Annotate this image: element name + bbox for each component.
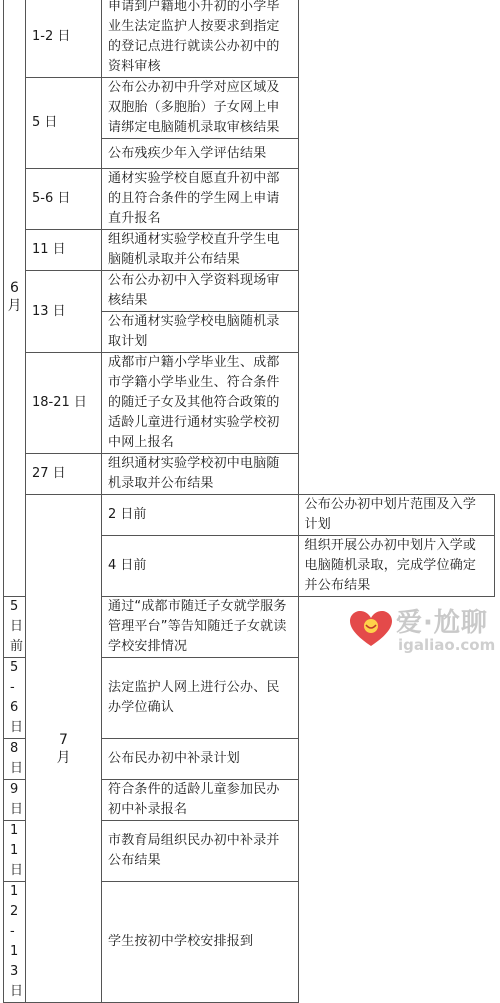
date-cell: 5 日前: [4, 597, 26, 658]
schedule-table-body: [4, 0, 495, 1003]
date-cell: 18-21 日: [26, 353, 102, 454]
event-cell: 组织通材实验学校初中电脑随机录取并公布结果: [102, 454, 299, 495]
event-cell: 公布通材实验学校电脑随机录取计划: [102, 312, 299, 353]
month-label-june: 6 月: [7, 279, 22, 314]
event-cell: 通材实验学校自愿直升初中部的且符合条件的学生网上申请直升报名: [102, 169, 299, 230]
month-cell-july: [26, 495, 102, 1003]
event-cell: 公布民办初中补录计划: [102, 739, 299, 780]
date-cell: 13 日: [26, 271, 102, 353]
date-cell: 2 日前: [102, 495, 299, 536]
date-cell: 5 日: [26, 78, 102, 169]
watermark-url-text: igaliao.com: [398, 636, 496, 654]
date-cell: 8 日: [4, 739, 26, 780]
date-cell: 9 日: [4, 780, 26, 821]
event-cell: 学生按初中学校安排报到: [102, 882, 299, 1003]
event-cell: 符合条件的适龄儿童参加民办初中补录报名: [102, 780, 299, 821]
event-cell: 组织通材实验学校直升学生电脑随机录取并公布结果: [102, 230, 299, 271]
date-cell: 12-13 日: [4, 882, 26, 1003]
event-cell: 成都市户籍小学毕业生、成都市学籍小学毕业生、符合条件的随迁子女及其他符合政策的适龄儿童进行通材实验学校初中网上报名: [102, 353, 299, 454]
date-cell: 27 日: [26, 454, 102, 495]
date-cell: 5-6 日: [4, 658, 26, 739]
event-cell: 组织开展公办初中划片入学或电脑随机录取，完成学位确定并公布结果: [298, 536, 495, 597]
event-cell: 通过“成都市随迁子女就学服务管理平台”等告知随迁子女就读学校安排情况: [102, 597, 299, 658]
event-cell: 公布公办初中入学资料现场审核结果: [102, 271, 299, 312]
event-cell: 申请到户籍地小升初的小学毕业生法定监护人按要求到指定的登记点进行就读公办初中的资料审核: [102, 0, 299, 78]
watermark-cn-text: 爱·尬聊: [396, 608, 488, 638]
date-cell: 11 日: [4, 821, 26, 882]
event-cell: 公布公办初中划片范围及入学计划: [298, 495, 495, 536]
event-cell: 法定监护人网上进行公办、民办学位确认: [102, 658, 299, 739]
date-cell: 1-2 日: [26, 0, 102, 78]
month-label-july: 7 月: [56, 731, 71, 766]
event-cell: 市教育局组织民办初中补录并公布结果: [102, 821, 299, 882]
month-cell-june: [4, 0, 26, 597]
schedule-table: [3, 0, 495, 1003]
event-cell: 公布残疾少年入学评估结果: [102, 139, 299, 169]
date-cell: 11 日: [26, 230, 102, 271]
date-cell: 4 日前: [102, 536, 299, 597]
event-cell: 公布公办初中升学对应区域及双胞胎（多胞胎）子女网上申请绑定电脑随机录取审核结果: [102, 78, 299, 139]
date-cell: 5-6 日: [26, 169, 102, 230]
